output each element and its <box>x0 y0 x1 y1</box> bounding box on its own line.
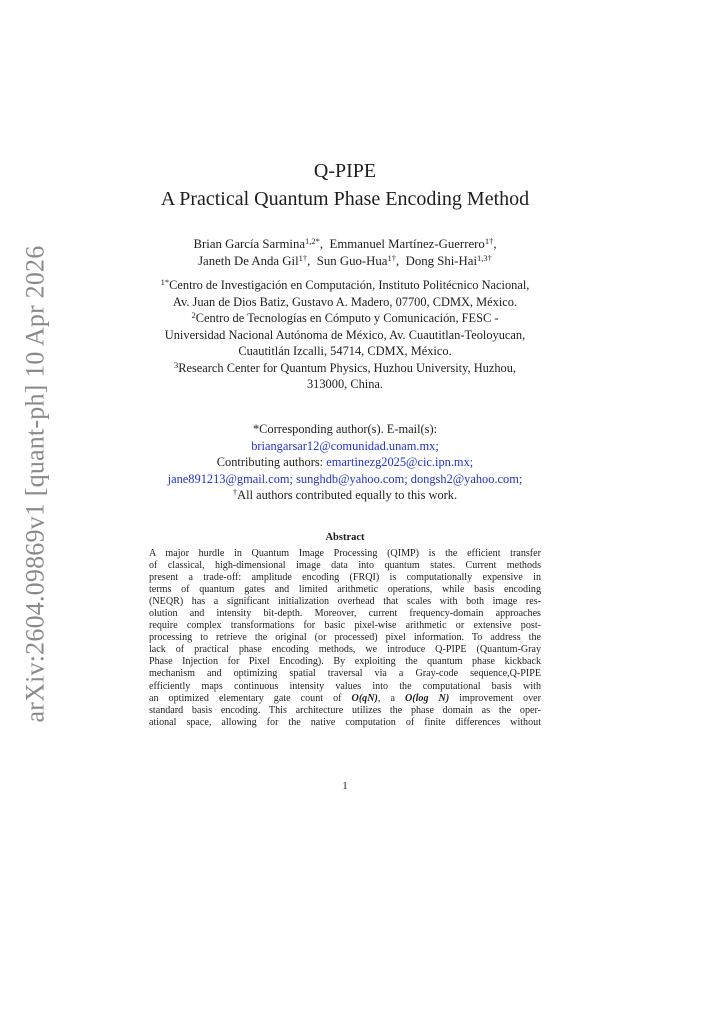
paper-title-line2: A Practical Quantum Phase Encoding Method <box>160 188 530 210</box>
email-link-dongsh[interactable]: dongsh2@yahoo.com; <box>410 471 523 486</box>
equal-contribution-note: All authors contributed equally to this work. <box>237 488 458 502</box>
abstract-text: , a <box>377 692 395 704</box>
abstract-line: standard basis encoding. This architecture utilizes the phase domain as the oper- <box>149 704 541 716</box>
author-list: Brian García Sarmina$^{1,2*}$, Emmanuel Martínez-Guerrero$^{1\dagger}$, Janeth De Anda Gil$^{1\dagger}$, Sun Guo-Hua$^{1\dagger}$, Dong Shi-Hai$^{1,3\dagger}$ <box>193 236 497 268</box>
abstract-line: present a trade-off: amplitude encoding (FRQI) is computationally expensive in <box>149 572 541 584</box>
author-name: Brian García Sarmina <box>193 237 306 251</box>
affiliation-line: 313000, China. <box>306 377 384 391</box>
abstract-line: of classical, high-dimensional image data into quantum states. Current methods <box>149 560 541 572</box>
abstract-line: efficiently maps continuous intensity values into the computational basis with <box>149 680 541 692</box>
affiliation-superscript: 2 <box>191 310 196 320</box>
abstract-line: (NEQR) has a significant initialization overhead that scales with both image res- <box>149 596 541 608</box>
affiliation-line: Universidad Nacional Autónoma de México, Av. Cuautitlan-Teoloyucan, <box>164 327 526 342</box>
affiliations <box>110 277 580 393</box>
math-complexity: O(qN) <box>351 692 378 704</box>
author-superscript: 1,3† <box>477 253 492 263</box>
affiliation-line: Cuautitlán Izcalli, 54714, CDMX, México. <box>238 344 452 358</box>
abstract-line: Phase Injection for Pixel Encoding). By exploiting the quantum phase kickback <box>149 656 541 668</box>
author-name: Dong Shi-Hai <box>405 254 478 268</box>
abstract-text: improvement over <box>459 692 541 704</box>
abstract-line: A major hurdle in Quantum Image Processing (QIMP) is the efficient transfer <box>149 548 541 559</box>
contact-info <box>110 421 580 504</box>
author-superscript: 1,2* <box>305 236 320 246</box>
affiliation-superscript: 1* <box>160 277 170 287</box>
author-superscript: 1† <box>484 236 494 246</box>
affiliation-line: Research Center for Quantum Physics, Huzhou University, Huzhou, <box>178 360 517 375</box>
abstract-text: an optimized elementary gate count of <box>149 692 342 704</box>
author-name: Sun Guo-Hua <box>316 254 388 268</box>
equal-contribution-mark: † <box>232 487 238 497</box>
abstract-heading: Abstract <box>325 532 365 543</box>
author-name: Janeth De Anda Gil <box>198 254 299 268</box>
abstract-line: lack of practical phase encoding methods, we introduce Q-PIPE (Quantum-Gray <box>149 644 541 656</box>
abstract-line: require complex transformations for basic pixel-wise arithmetic or extensive post- <box>149 620 541 632</box>
math-complexity: O(log N) <box>404 692 450 704</box>
abstract-line: mechanism and optimizing spatial traversal via a Gray-code sequence,Q-PIPE <box>149 668 541 680</box>
email-link-jane[interactable]: jane891213@gmail.com; <box>167 471 293 486</box>
paper-title-line1: Q-PIPE <box>313 160 377 182</box>
corresponding-email-link[interactable]: briangarsar12@comunidad.unam.mx; <box>251 438 439 453</box>
abstract-line-math <box>149 693 541 705</box>
abstract-body <box>149 548 541 729</box>
contributing-email-link[interactable]: emartinezg2025@cic.ipn.mx; <box>326 455 474 469</box>
arxiv-identifier-text: arXiv:2604.09869v1 [quant-ph] 10 Apr 2026 <box>20 245 49 723</box>
page-number: 1 <box>342 780 348 792</box>
affiliation-line: Centro de Investigación en Computación, Instituto Politécnico Nacional, <box>169 278 530 292</box>
abstract-line: processing to retrieve the original (or processed) pixel information. To address the <box>149 632 541 644</box>
affiliation-line: Centro de Tecnologías en Cómputo y Comunicación, FESC - <box>195 311 499 325</box>
abstract-line: terms of quantum gates and limited arithmetic operations, while basis encoding <box>149 584 541 596</box>
affiliation-line: Av. Juan de Dios Batiz, Gustavo A. Madero, 07700, CDMX, México. <box>172 294 518 309</box>
corresponding-label: *Corresponding author(s). E-mail(s): <box>252 422 438 436</box>
abstract-line: ational space, allowing for the native computation of finite differences without <box>149 716 541 728</box>
author-superscript: 1† <box>298 253 308 263</box>
author-superscript: 1† <box>387 253 396 263</box>
contributing-label: Contributing authors: <box>216 455 324 469</box>
arxiv-identifier-stamp <box>16 245 54 723</box>
affiliation-superscript: 3 <box>173 359 179 370</box>
abstract-line: olution and intensity bit-depth. Moreover, current frequency-domain approaches <box>149 608 541 620</box>
author-name: Emmanuel Martínez-Guerrero <box>329 237 485 251</box>
email-link-sunghdb[interactable]: sunghdb@yahoo.com; <box>296 471 408 486</box>
